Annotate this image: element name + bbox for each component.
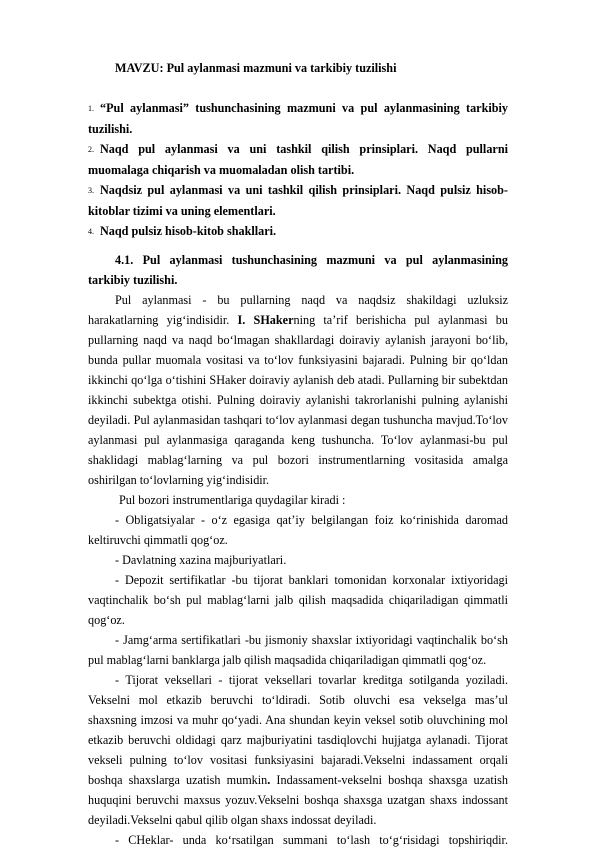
paragraph-bills-of-exchange [88, 670, 508, 830]
paragraph-text: - Tijorat veksellari - tijorat veksellari tovarlar kreditga sotilganda yoziladi. Vekselni mol etkazib beruvchi to‘ldiradi. Sotib oluvchi esa vekselga mas’ul shaxsning imzosi va muhr qo‘yadi. Ana shundan keyin veksel sotib oluvchining mol etkazib beruvchi oldidagi qarz majburiyatini tasdiqlovchi hujjatga aylanadi. Tijorat vekseli pulning to‘lov vositasi funksiyasini bajaradi.Vekselni indassament orqali boshqa shaxslarga uzatish mumkin [88, 673, 508, 787]
paragraph-obligations: - Obligatsiyalar - o‘z egasiga qat’iy belgilangan foiz ko‘rinishida daromad keltiruvchi qimmatli qog‘oz. [88, 513, 508, 547]
plan-item-2 [88, 139, 508, 180]
paragraph-savings-certificates: - Jamg‘arma sertifikatlari -bu jismoniy shaxslar ixtiyoridagi vaqtinchalik bo‘sh pul mablag‘larni banklarga jalb qilish maqsadida chiqariladigan qimmatli qog‘oz. [88, 633, 508, 667]
plan-item-number: 1. [88, 104, 94, 113]
plan-item-3 [88, 180, 508, 221]
plan-item-4 [88, 221, 508, 242]
plan-item-number: 3. [88, 186, 94, 195]
paragraph-text: Pul aylanmasi - bu pullarning naqd va naqdsiz shakildagi uzluksiz harakatlarning yig‘indisidir. [88, 293, 508, 327]
paragraph-instruments-intro: Pul bozori instrumentlariga quydagilar kiradi : [119, 493, 346, 507]
plan-item-number: 4. [88, 227, 94, 236]
paragraph-text: Indassament-vekselni boshqa shaxsga uzatish huquqini beruvchi maxsus yozuv.Vekselni boshqa shaxsga uzatgan shaxs indossant deyiladi.Vekselni qabul qilib olgan shaxs indossat deyiladi. [88, 773, 508, 827]
author-name: I. SHaker [237, 313, 294, 327]
paragraph-treasury: - Davlatning xazina majburiyatlari. [115, 553, 287, 567]
plan-item-text: Naqdsiz pul aylanmasi va uni tashkil qilish prinsiplari. Naqd pulsiz hisob-kitoblar tizimi va uning elementlari. [88, 183, 508, 218]
plan-item-1 [88, 98, 508, 139]
plan-item-text: “Pul aylanmasi” tushunchasining mazmuni va pul aylanmasining tarkibiy tuzilishi. [88, 101, 508, 136]
document-title: MAVZU: Pul aylanmasi mazmuni va tarkibiy tuzilishi [115, 61, 397, 75]
paragraph-deposit-certificates: - Depozit sertifikatlar -bu tijorat banklari tomonidan korxonalar ixtiyoridagi vaqtinchalik bo‘sh pul mablag‘larni jalb qilish maqsadida chiqariladigan qimmatli qog‘oz. [88, 573, 508, 627]
paragraph-definition [88, 290, 508, 490]
document-page [88, 58, 508, 850]
paragraph-cheques: - CHeklar- unda ko‘rsatilgan summani to‘lash to‘g‘risidagi topshiriqdir. [115, 833, 508, 847]
section-heading: 4.1. Pul aylanmasi tushunchasining mazmuni va pul aylanmasining tarkibiy tuzilishi. [88, 253, 508, 287]
plan-item-text: Naqd pul aylanmasi va uni tashkil qilish prinsiplari. Naqd pullarni muomalaga chiqarish va muomaladan olish tartibi. [88, 142, 508, 177]
plan-item-number: 2. [88, 145, 94, 154]
paragraph-text: ning ta’rif berishicha pul aylanmasi bu pullarning naqd va naqd bo‘lmagan shakllardagi doiraviy aylanish jarayoni bo‘lib, bunda pullar muomala vositasi va to‘lov funksiyasini bajaradi. Pulning bir qo‘ldan ikkinchi qo‘lga o‘tishini SHaker doiraviy aylanish deb atadi. Pullarning bir subektdan ikkinchi subektga otishi. Pulning doiraviy aylanishi takrorlanishi pulning aylanishi deyiladi. Pul aylanmasidan tashqari to‘lov aylanmasi degan tushuncha mavjud.To‘lov aylanmasi pul aylanmasiga qaraganda keng tushuncha. To‘lov aylanmasi-bu pul shaklidagi mablag‘larning va pul bozori instrumentlarning vositasida amalga oshirilgan to‘lovlarning yig‘indisidir. [88, 313, 508, 487]
paragraph-bold-period: . [267, 773, 271, 787]
plan-item-text: Naqd pulsiz hisob-kitob shakllari. [100, 224, 277, 238]
